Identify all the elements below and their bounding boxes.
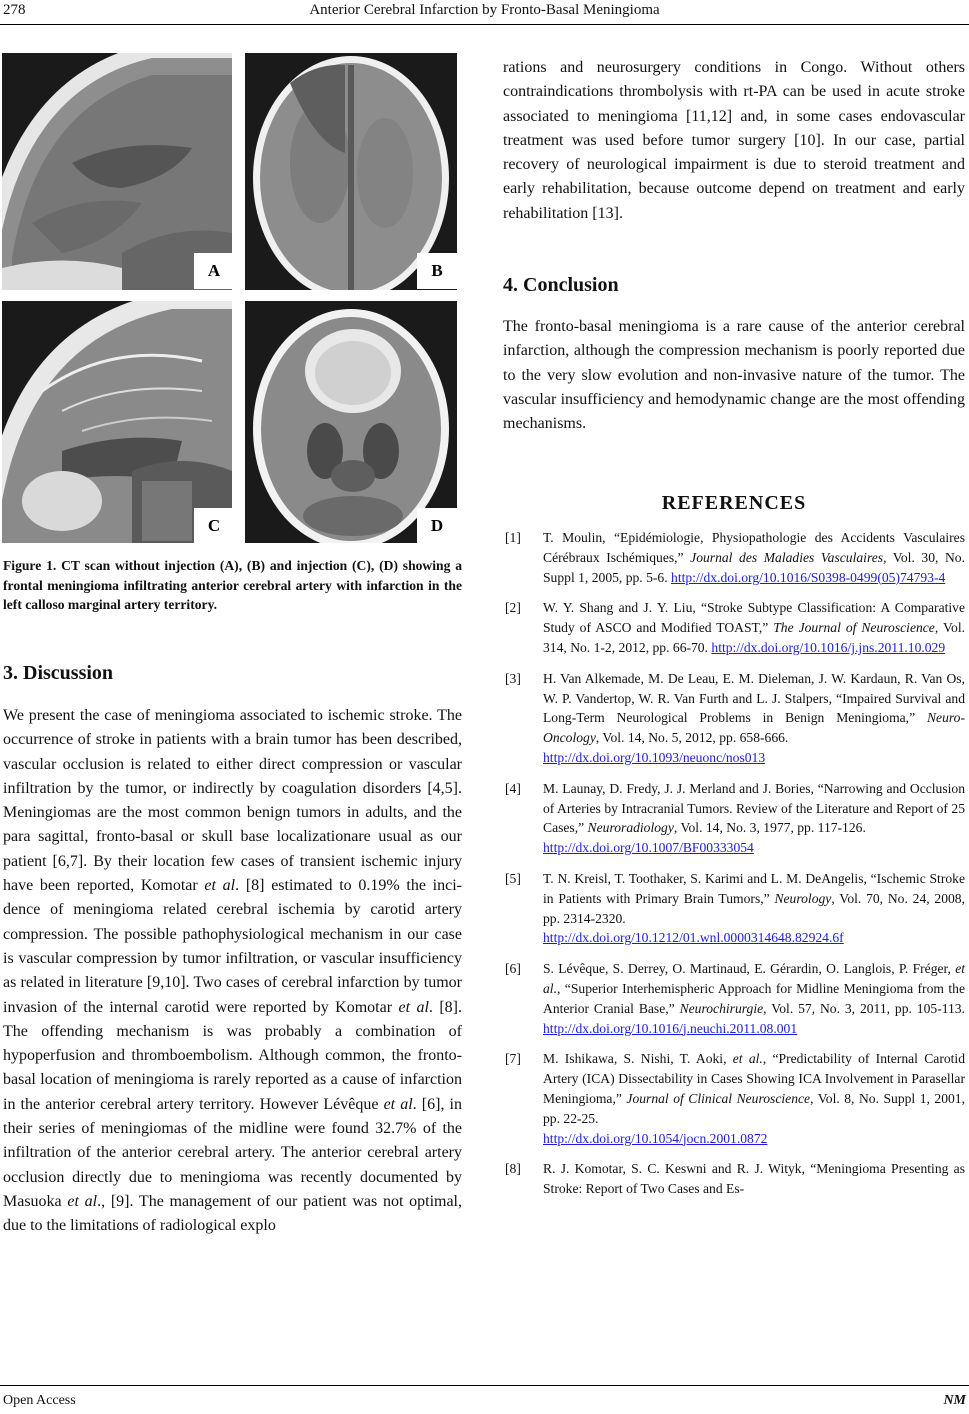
reference-number: [6]: [505, 961, 521, 977]
discussion-continued-text: rations and neurosurgery conditions in Congo. Without others contraindications thrombolysis with rt-PA can be used in acute stroke associated to meningioma [11,12] and, in some cases endovascular treatment was used before tumor surgery [10]. In our case, partial recovery of neurological impairment is due to steroid treatment and early rehabilitation, because outcome depend on treatment and early rehabilitation [13].: [503, 59, 965, 222]
reference-item: [503, 959, 965, 1038]
reference-item: [503, 1159, 965, 1199]
panel-label-c: C: [194, 508, 232, 543]
reference-citation: M. Ishikawa, S. Nishi, T. Aoki, et al., “Predictability of Internal Carotid Artery (ICA) Dissectability in Cases Showing ICA Involvement in Parasellar Meningioma,” Journal of Clinical Neuroscience, Vol. 8, No. Suppl 1, 2001, pp. 22-25.: [543, 1051, 965, 1126]
ct-panel-c: [2, 301, 232, 543]
reference-doi-link[interactable]: http://dx.doi.org/10.1212/01.wnl.0000314648.82924.6f: [543, 930, 844, 946]
reference-doi-link[interactable]: http://dx.doi.org/10.1007/BF00333054: [543, 840, 754, 856]
reference-citation: S. Lévêque, S. Derrey, O. Martinaud, E. Gérardin, O. Langlois, P. Fréger, et al., “Superior Interhemispheric Approach for Midline Meningioma from the Anterior Cranial Base,” Neurochirurgie, Vol. 57, No. 3, 2011, pp. 105-113.: [543, 961, 965, 1016]
ct-panel-a: [2, 53, 232, 290]
reference-number: [7]: [505, 1051, 521, 1067]
reference-item: [503, 779, 965, 858]
reference-doi-link[interactable]: http://dx.doi.org/10.1016/j.jns.2011.10.029: [711, 639, 946, 655]
reference-doi-link[interactable]: http://dx.doi.org/10.1093/neuonc/nos013: [543, 749, 766, 765]
ct-image-sagittal-contrast: [2, 301, 232, 543]
discussion-text: We present the case of meningioma associated to ischemic stroke. The occurrence of stroke in patients with a brain tumor has been described, vascular occlusion is related to either direct compression or vascular infiltration by the tumor, or indirectly by coagulation disorders [4,5]. Meningiomas are the most common benign tumors in adults, and the para sagittal, fronto-basal or skull base localizationare usual as our patient [6,7]. By their location few cases of transient ischemic injury have been reported, Komotar et al. [8] estimated to 0.19% the incidence of meningioma related cerebral ischemia by carotid artery compression. The possible pathophysiological mechanism in our case is vascular compression by tumor infiltration, or vascular insufficiency as related in literature [9,10]. Two cases of cerebral infarction by tumor invasion of the internal carotid were reported by Komotar et al. [8]. The offending mechanism is was probably a combination of hypoperfusion and thromboembolism. Although common, the fronto-basal location of meningioma is rarely reported as a cause of infarction in the anterior cerebral artery territory. However Lévêque et al. [6], in their series of meningiomas of the midline were found 32.7% of the infiltration of the anterior cerebral artery. The anterior cerebral artery occlusion directly due to meningioma was recently documented by Masuoka et al., [9]. The management of our patient was not optimal, due to the limitations of radiological explo: [3, 707, 463, 1235]
reference-citation: M. Launay, D. Fredy, J. J. Merland and J. Bories, “Narrowing and Occlusion of Arteries by Intracranial Tumors. Review of the Literature and Report of 25 Cases,” Neuroradiology, Vol. 14, No. 3, 1977, pp. 117-126.: [543, 780, 965, 836]
reference-item: [503, 598, 965, 657]
ct-panel-d: [245, 301, 457, 543]
ct-image-axial-contrast: [245, 301, 457, 543]
reference-citation: W. Y. Shang and J. Y. Liu, “Stroke Subtype Classification: A Comparative Study of ASCO and Modified TOAST,” The Journal of Neuroscience, Vol. 314, No. 1-2, 2012, pp. 66-70.: [543, 600, 966, 655]
reference-number: [8]: [505, 1161, 521, 1177]
panel-label-a: A: [194, 253, 232, 289]
references-list: [503, 528, 965, 1210]
reference-item: [503, 528, 965, 587]
footer-journal-abbrev: NM: [943, 1393, 966, 1408]
reference-item: [503, 1049, 965, 1148]
page-header: [0, 0, 969, 26]
reference-citation: T. N. Kreisl, T. Toothaker, S. Karimi and L. M. DeAngelis, “Ischemic Stroke in Patients with Primary Brain Tumors,” Neurology, Vol. 70, No. 24, 2008, pp. 2314-2320.: [543, 870, 966, 926]
conclusion-heading: 4. Conclusion: [503, 274, 619, 296]
ct-panel-b: [245, 53, 457, 290]
footer-open-access: Open Access: [3, 1393, 76, 1408]
reference-doi-link[interactable]: http://dx.doi.org/10.1016/j.neuchi.2011.08.001: [543, 1020, 798, 1036]
reference-citation: T. Moulin, “Epidémiologie, Physiopathologie des Accidents Vasculaires Cérébraux Ischémiques,” Journal des Maladies Vasculaires, Vol. 30, No. Suppl 1, 2005, pp. 5-6.: [543, 530, 966, 585]
reference-doi-link[interactable]: http://dx.doi.org/10.1016/S0398-0499(05)74793-4: [671, 569, 946, 585]
reference-number: [2]: [505, 600, 521, 616]
reference-number: [1]: [505, 530, 521, 545]
panel-label-d: D: [417, 508, 457, 543]
page-number: 278: [3, 2, 26, 18]
footer-rule: [0, 1385, 969, 1386]
reference-doi-link[interactable]: http://dx.doi.org/10.1054/jocn.2001.0872: [543, 1130, 768, 1146]
figure-caption: Figure 1. CT scan without injection (A), (B) and injection (C), (D) showing a frontal meningioma infiltrating anterior cerebral artery with infarction in the left calloso marginal artery territory.: [3, 558, 462, 612]
page-footer: [0, 1385, 969, 1414]
reference-number: [3]: [505, 670, 521, 686]
header-rule: [0, 24, 969, 25]
discussion-heading: 3. Discussion: [3, 662, 114, 684]
reference-item: [503, 869, 965, 948]
reference-number: [5]: [505, 870, 521, 886]
reference-citation: H. Van Alkemade, M. De Leau, E. M. Dieleman, J. W. Kardaun, R. Van Os, W. P. Vandertop, W. R. Van Furth and L. J. Stalpers, “Impaired Survival and Long-Term Neurological Problems in Benign Meningioma,” Neuro-Oncology, Vol. 14, No. 5, 2012, pp. 658-666.: [543, 670, 965, 746]
running-title: Anterior Cerebral Infarction by Fronto-Basal Meningioma: [309, 2, 660, 18]
references-heading: REFERENCES: [661, 492, 807, 514]
conclusion-text: The fronto-basal meningioma is a rare cause of the anterior cerebral infarction, although the compression mechanism is poorly reported due to the very slow evolution and non-invasive nature of the tumor. The vascular insufficiency and hemodynamic change are the most offending mechanisms.: [503, 318, 965, 433]
panel-label-b: B: [417, 253, 457, 289]
figure-1: [0, 53, 462, 543]
reference-citation: R. J. Komotar, S. C. Keswni and R. J. Wityk, “Meningioma Presenting as Stroke: Report of Two Cases and Es-: [543, 1161, 965, 1197]
reference-item: [503, 669, 965, 768]
reference-number: [4]: [505, 780, 521, 796]
